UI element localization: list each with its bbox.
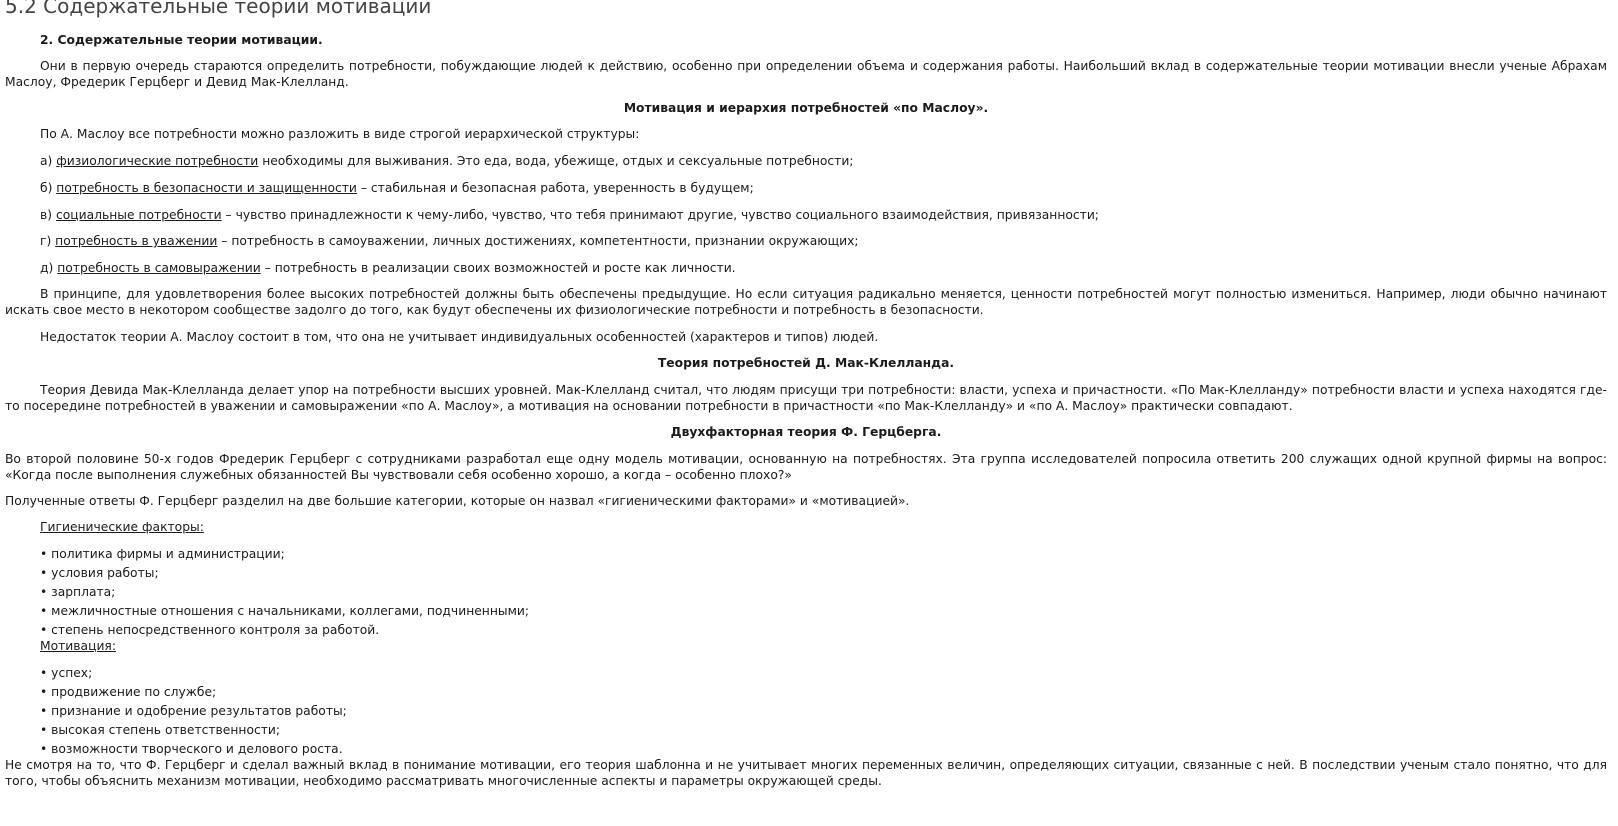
need-term: потребность в безопасности и защищенности <box>56 181 357 195</box>
maslow-heading: Мотивация и иерархия потребностей «по Маслоу». <box>623 101 989 115</box>
maslow-principle-paragraph: В принципе, для удовлетворения более высоких потребностей должны быть обеспечены предыдущие. Но если ситуация радикально меняется, ценности потребностей могут полностью измениться. Например, люди обычно начинают искать свое место в некотором сообществе задолго до того, как будут обеспечены их физиологические потребности и потребность в безопасности. <box>5 287 1607 317</box>
need-term: физиологические потребности <box>56 154 259 168</box>
list-item: • высокая степень ответственности; <box>40 723 281 737</box>
need-item-d <box>5 233 1607 249</box>
herzberg-paragraph-1: Во второй половине 50-х годов Фредерик Герцберг с сотрудниками разработал еще одну модель мотивации, основанную на потребностях. Эта группа исследователей попросила ответить 200 служащих одной крупной фирмы на вопрос: «Когда после выполнения служебных обязанностей Вы чувствовали себя особенно хорошо, а когда – особенно плохо?» <box>5 452 1607 482</box>
need-prefix: а) <box>40 154 57 168</box>
maslow-drawback: Недостаток теории А. Маслоу состоит в том, что она не учитывает индивидуальных особенностей (характеров и типов) людей. <box>40 330 879 344</box>
hygiene-factors-list <box>5 545 1607 640</box>
maslow-lead: По А. Маслоу все потребности можно разложить в виде строгой иерархической структуры: <box>40 127 640 141</box>
mcclelland-paragraph: Теория Девида Мак-Клелланда делает упор на потребности высших уровней. Мак-Клелланд считал, что людям присущи три потребности: власти, успеха и причастности. «По Мак-Клелланду» потребности власти и успеха находятся где-то посередине потребностей в уважении и самовыражении «по А. Маслоу», а мотивация на основании потребности в причастности «по Мак-Клелланду» и «по А. Маслоу» практически совпадают. <box>5 383 1607 413</box>
need-prefix: г) <box>40 234 56 248</box>
list-item: • степень непосредственного контроля за работой. <box>40 623 380 637</box>
motivation-list <box>5 664 1607 759</box>
need-prefix: д) <box>40 261 58 275</box>
need-description: – потребность в самоуважении, личных достижениях, компетентности, признании окружающих; <box>217 234 859 248</box>
list-item: • продвижение по службе; <box>40 685 217 699</box>
herzberg-conclusion-paragraph: Не смотря на то, что Ф. Герцберг и сделал важный вклад в понимание мотивации, его теория шаблонна и не учитывает многих переменных величин, определяющих ситуации, связанные с ней. В последствии ученым стало понятно, что для того, чтобы объяснить механизм мотивации, необходимо рассматривать многочисленные аспекты и параметры окружающей среды. <box>5 758 1607 788</box>
list-item: • межличностные отношения с начальниками, коллегами, подчиненными; <box>40 604 529 618</box>
need-description: необходимы для выживания. Это еда, вода, убежище, отдых и сексуальные потребности; <box>258 154 854 168</box>
need-term: потребность в уважении <box>55 234 218 248</box>
section-heading: 2. Содержательные теории мотивации. <box>40 33 323 47</box>
need-item-e <box>5 260 1607 276</box>
need-term: социальные потребности <box>55 208 222 222</box>
need-prefix: в) <box>40 208 56 222</box>
herzberg-paragraph-2: Полученные ответы Ф. Герцберг разделил на две большие категории, которые он назвал «гигиеническими факторами» и «мотивацией». <box>5 494 910 508</box>
motivation-label: Мотивация: <box>40 639 116 653</box>
hygiene-factors-label: Гигиенические факторы: <box>40 520 204 534</box>
need-description: – потребность в реализации своих возможностей и росте как личности. <box>260 261 736 275</box>
list-item: • возможности творческого и делового роста. <box>40 742 343 756</box>
list-item: • условия работы; <box>40 566 159 580</box>
need-item-c <box>5 207 1607 223</box>
herzberg-heading: Двухфакторная теория Ф. Герцберга. <box>670 425 942 439</box>
need-item-a <box>5 153 1607 169</box>
list-item: • успех; <box>40 666 93 680</box>
need-item-b <box>5 180 1607 196</box>
intro-paragraph: Они в первую очередь стараются определить потребности, побуждающие людей к действию, особенно при определении объема и содержания работы. Наибольший вклад в содержательные теории мотивации внесли ученые Абрахам Маслоу, Фредерик Герцберг и Девид Мак-Клелланд. <box>5 59 1607 89</box>
need-description: – стабильная и безопасная работа, уверенность в будущем; <box>356 181 754 195</box>
need-term: потребность в самовыражении <box>57 261 261 275</box>
need-prefix: б) <box>40 181 57 195</box>
list-item: • политика фирмы и администрации; <box>40 547 285 561</box>
need-description: – чувство принадлежности к чему-либо, чувство, что тебя принимают другие, чувство социального взаимодействия, привязанности; <box>221 208 1099 222</box>
mcclelland-heading: Теория потребностей Д. Мак-Клелланда. <box>657 356 955 370</box>
page-title: 5.2 Содержательные теории мотивации <box>5 0 432 18</box>
list-item: • зарплата; <box>40 585 116 599</box>
list-item: • признание и одобрение результатов работы; <box>40 704 347 718</box>
